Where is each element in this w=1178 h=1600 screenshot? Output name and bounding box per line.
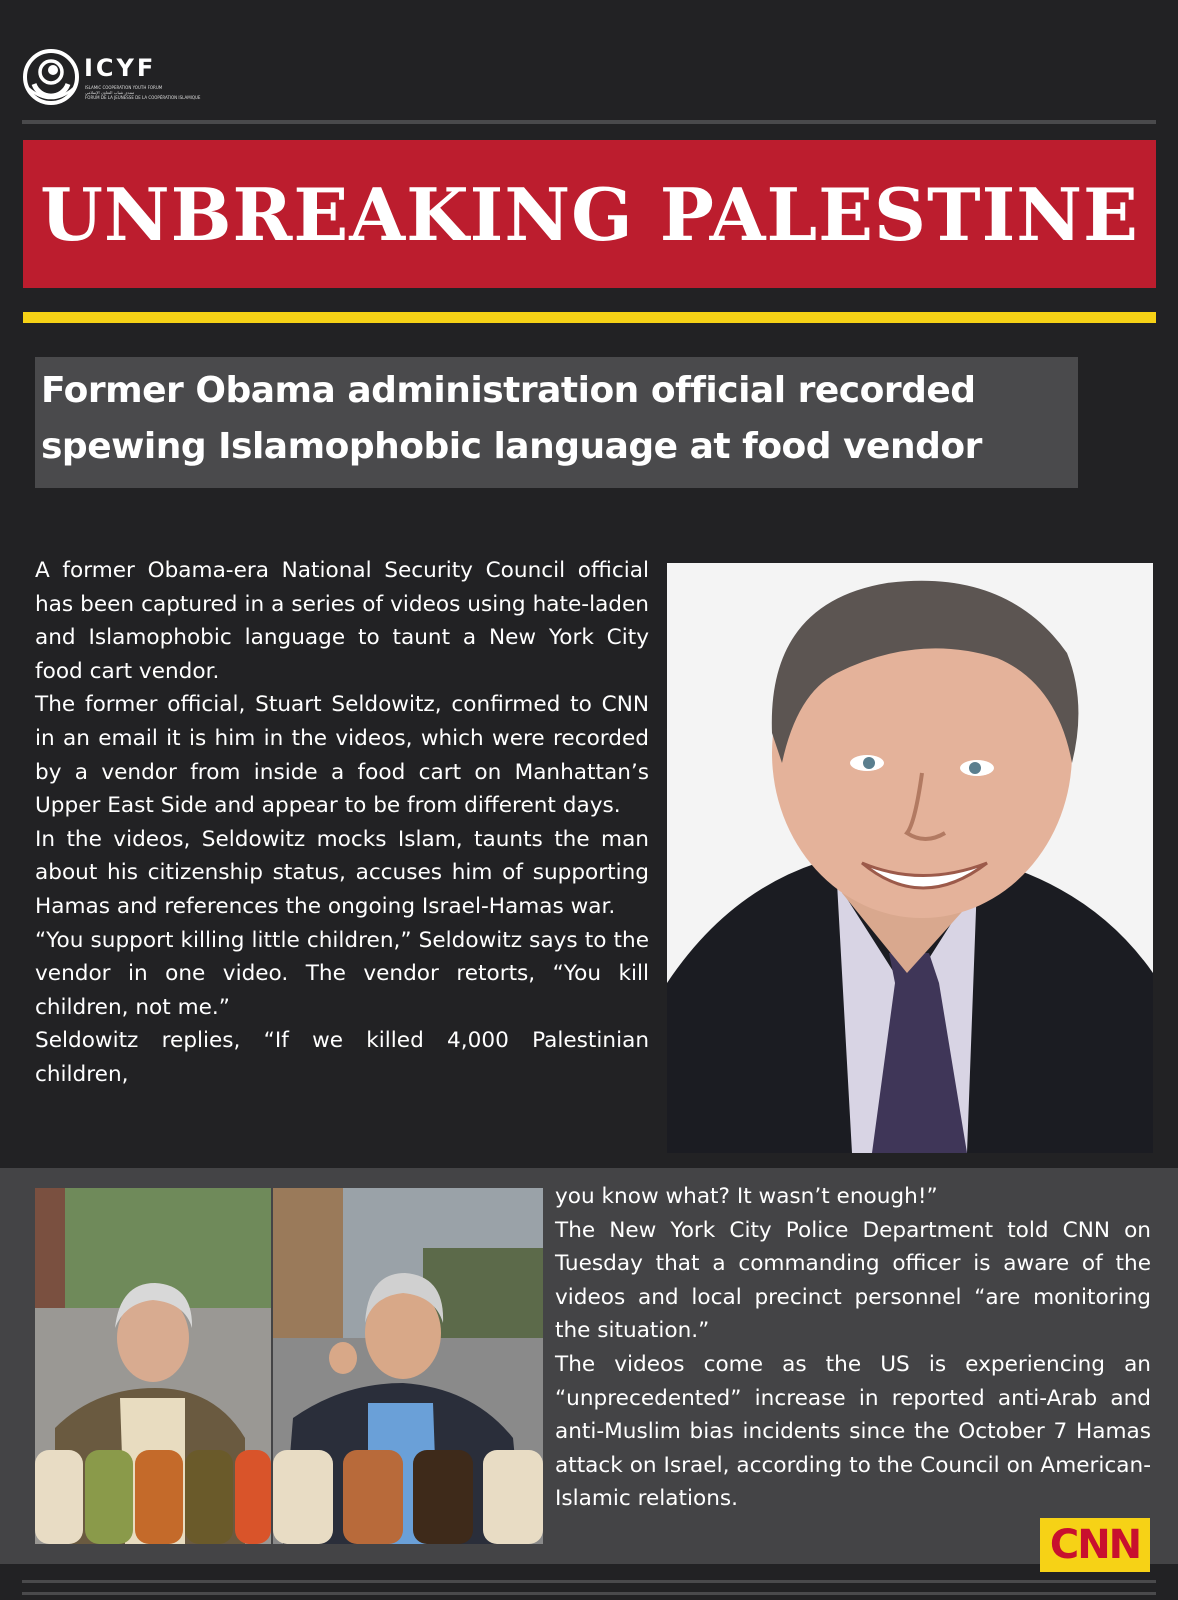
bottom-divider-2 [22, 1592, 1156, 1595]
headline-line-1: Former Obama administration official recorded [41, 370, 976, 411]
video-still-2 [273, 1188, 543, 1544]
logo-subtitle-en: ISLAMIC COOPERATION YOUTH FORUM [85, 85, 163, 90]
cnn-logo-text: CNN [1049, 1522, 1141, 1568]
article-column-left [35, 554, 649, 1092]
video-still-1 [35, 1188, 271, 1544]
video-still-1-illustration [35, 1188, 271, 1544]
logo-wordmark: ICYF [84, 54, 157, 82]
headline-line-2: spewing Islamophobic language at food vendor [41, 426, 982, 467]
logo-subtitle-ar: منتدى شباب التعاون الإسلامي [85, 90, 135, 95]
article-paragraph: The former official, Stuart Seldowitz, confirmed to CNN in an email it is him in the videos, which were recorded by a vendor from inside a food cart on Manhattan’s Upper East Side and appear to be from different days. [35, 692, 649, 819]
article-paragraph: you know what? It wasn’t enough!” [555, 1184, 938, 1209]
cnn-source-badge [1040, 1518, 1150, 1572]
logo-subtitle [85, 85, 200, 100]
video-still-2-illustration [273, 1188, 543, 1544]
article-paragraph: “You support killing little children,” Seldowitz says to the vendor in one video. The vendor retorts, “You kill children, not me.” [35, 927, 649, 1020]
icyf-logo [22, 48, 201, 108]
article-paragraph: Seldowitz replies, “If we killed 4,000 Palestinian children, [35, 1028, 649, 1087]
logo-subtitle-fr: FORUM DE LA JEUNESSE DE LA COOPÉRATION ISLAMIQUE [85, 95, 201, 100]
bottom-divider-1 [22, 1580, 1156, 1583]
article-paragraph: The videos come as the US is experiencing an “unprecedented” increase in reported anti-Arab and anti-Muslim bias incidents since the October 7 Hamas attack on Israel, according to the Council on American-Islamic relations. [555, 1351, 1151, 1512]
headline-box [35, 357, 1078, 488]
article-paragraph: The New York City Police Department told CNN on Tuesday that a commanding officer is aware of the videos and local precinct personnel “are monitoring the situation.” [555, 1217, 1151, 1344]
icyf-logo-icon [22, 48, 80, 106]
portrait-photo [667, 563, 1153, 1153]
article-column-right [555, 1180, 1151, 1516]
top-divider [22, 120, 1156, 124]
banner [23, 140, 1156, 288]
article-paragraph: In the videos, Seldowitz mocks Islam, taunts the man about his citizenship status, accuses him of supporting Hamas and references the ongoing Israel-Hamas war. [35, 826, 649, 919]
yellow-divider [23, 312, 1156, 323]
banner-title: UNBREAKING PALESTINE [40, 171, 1139, 257]
portrait-illustration [667, 563, 1153, 1153]
article-paragraph: A former Obama-era National Security Council official has been captured in a series of videos using hate-laden and Islamophobic language to taunt a New York City food cart vendor. [35, 558, 649, 684]
